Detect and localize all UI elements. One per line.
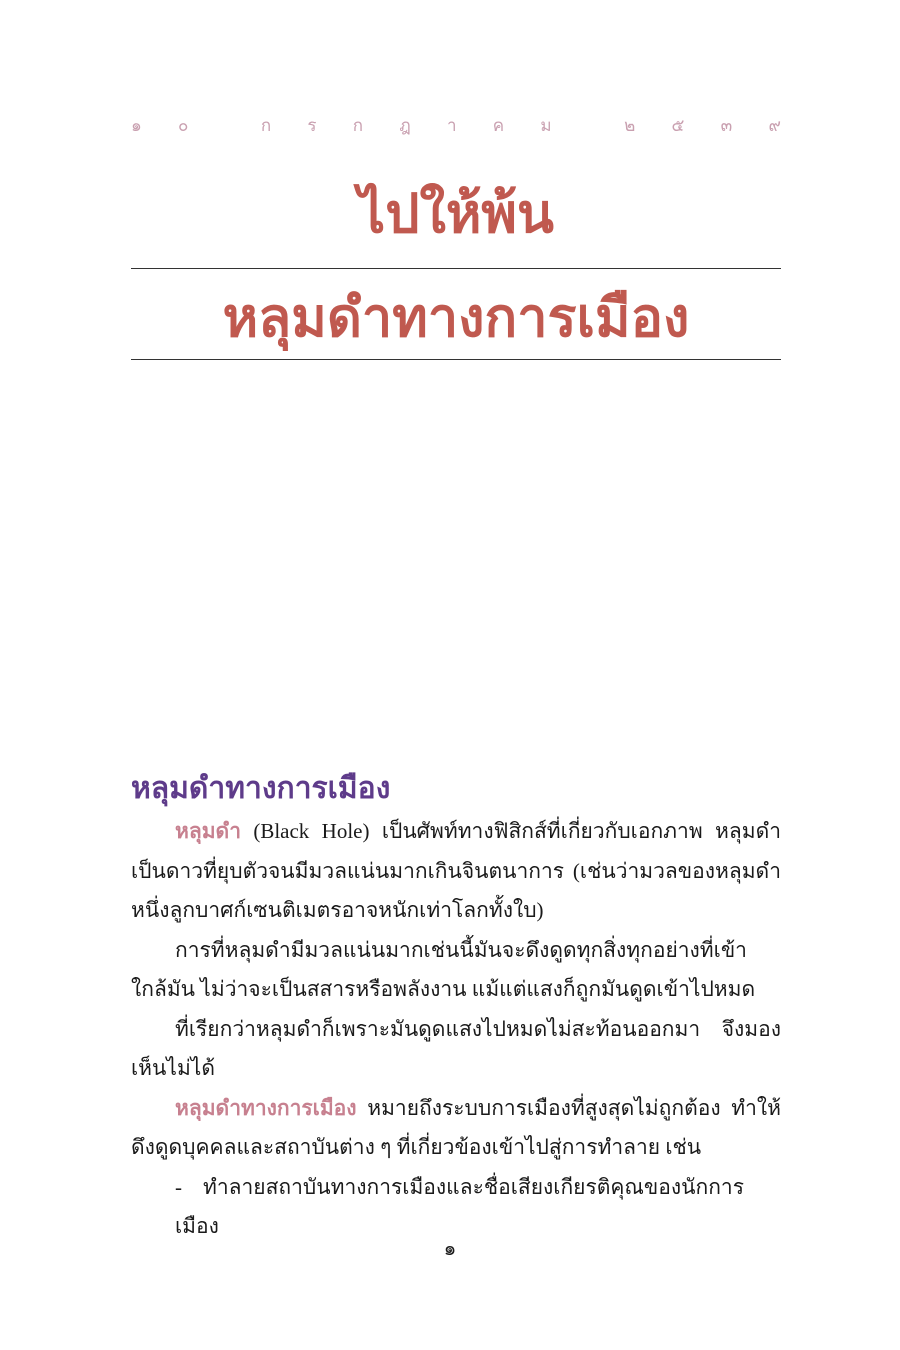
date-char: ๙: [768, 116, 781, 136]
date-char: ๑: [131, 116, 142, 136]
date-char: ๐: [178, 116, 189, 136]
paragraph-4-text: หมายถึงระบบการเมืองที่สูงสุดไม่ถูกต้อง ทำให้ดึงดูดบุคคลและสถาบันต่าง ๆ ที่เกี่ยวข้องเข้าไปสู่การทำลาย เช่น: [131, 1095, 781, 1159]
paragraph-2: การที่หลุมดำมีมวลแน่นมากเช่นนี้มันจะดึงดูดทุกสิ่งทุกอย่างที่เข้าใกล้มัน ไม่ว่าจะเป็นสสารหรือพลังงาน แม้แต่แสงก็ถูกมันดูดเข้าไปหมด: [131, 937, 756, 1001]
term-black-hole: หลุมดำ: [175, 819, 241, 843]
paragraph-3: ที่เรียกว่าหลุมดำก็เพราะมันดูดแสงไปหมดไม่สะท้อนออกมา จึงมองเห็นไม่ได้: [131, 1016, 781, 1080]
date-line: [131, 112, 781, 139]
section-body: [131, 812, 781, 1247]
date-char: ฎ: [399, 116, 411, 136]
page-title-line-2: หลุมดำทางการเมือง: [222, 288, 690, 348]
date-char: ๒: [624, 116, 636, 136]
bullet-text: ทำลายสถาบันทางการเมืองและชื่อเสียงเกียรติคุณของนักการเมือง: [175, 1174, 744, 1238]
date-char: ค: [492, 116, 505, 136]
date-char: ม: [540, 116, 552, 136]
title-divider-top: [131, 268, 781, 269]
date-char: ร: [307, 116, 317, 136]
page-number: ๑: [443, 1238, 457, 1260]
date-char: ก: [260, 116, 272, 136]
section-heading: หลุมดำทางการเมือง: [131, 772, 391, 805]
date-char: ก: [352, 116, 364, 136]
date-char: า: [446, 116, 457, 136]
date-char: ๓: [720, 116, 733, 136]
term-political-black-hole: หลุมดำทางการเมือง: [175, 1095, 357, 1120]
paragraph-4: [131, 1089, 781, 1168]
date-char: ๕: [671, 116, 685, 136]
paragraph-1: [131, 812, 781, 931]
title-divider-bottom: [131, 359, 781, 360]
bullet-dash: -: [175, 1174, 182, 1199]
page-title-line-1: ไปให้พ้น: [358, 184, 554, 244]
paragraph-1-text: (Black Hole) เป็นศัพท์ทางฟิสิกส์ที่เกี่ยวกับเอกภาพ หลุมดำเป็นดาวที่ยุบตัวจนมีมวลแน่นมากเกินจินตนาการ (เช่นว่ามวลของหลุมดำหนึ่งลูกบาศก์เซนติเมตรอาจหนักเท่าโลกทั้งใบ): [131, 819, 781, 922]
